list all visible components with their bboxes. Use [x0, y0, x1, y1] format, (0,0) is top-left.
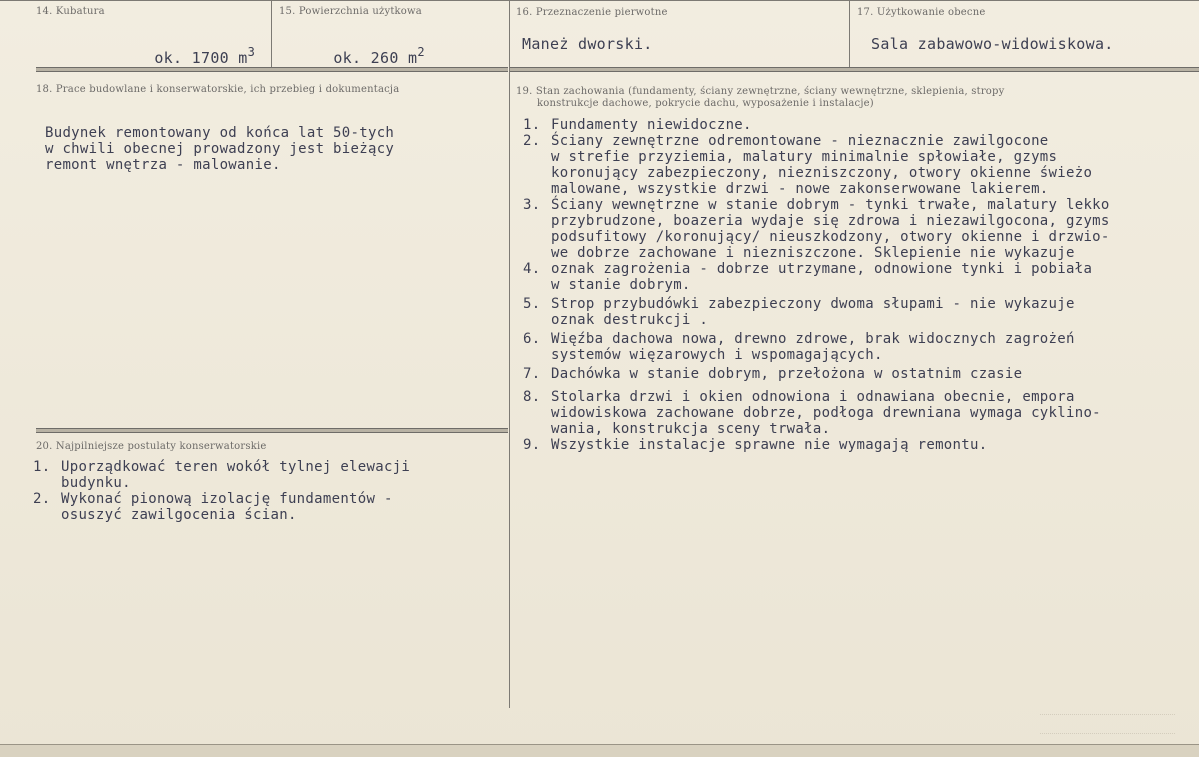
- list-item-continued: [33, 507, 503, 523]
- item-line: Fundamenty niewidoczne.: [551, 117, 752, 133]
- printer-mark-decoration: [1040, 714, 1175, 734]
- item-line: wania, konstrukcja sceny trwała.: [551, 421, 831, 437]
- list-item-continued: [523, 245, 1193, 261]
- item-line: Ściany wewnętrzne w stanie dobrym - tynki trwałe, malatury lekko: [551, 197, 1110, 213]
- field-19-label-line-1: 19. Stan zachowania (fundamenty, ściany zewnętrzne, ściany wewnętrzne, sklepienia, stropy: [516, 86, 1005, 97]
- item-number: 2.: [33, 491, 51, 507]
- list-item: [523, 366, 1193, 382]
- list-item-continued: [523, 165, 1193, 181]
- divider-main-vertical: [509, 68, 510, 708]
- field-18-line-2: w chwili obecnej prowadzony jest bieżący: [45, 141, 395, 157]
- list-item: [523, 117, 1193, 133]
- item-number: 9.: [523, 437, 541, 453]
- card-bottom-edge: [0, 744, 1199, 757]
- divider-15-16: [509, 0, 510, 68]
- field-19-list: [523, 117, 1193, 453]
- item-line: Wszystkie instalacje sprawne nie wymagają remontu.: [551, 437, 988, 453]
- list-item-continued: [523, 312, 1193, 328]
- item-line: Strop przybudówki zabezpieczony dwoma słupami - nie wykazuje: [551, 296, 1075, 312]
- item-line: Ściany zewnętrzne odremontowane - nieznacznie zawilgocone: [551, 133, 1049, 149]
- list-item: [33, 491, 503, 507]
- item-number: 7.: [523, 366, 541, 382]
- list-item: [523, 389, 1193, 405]
- list-item: [523, 331, 1193, 347]
- item-line: oznak zagrożenia - dobrze utrzymane, odnowione tynki i pobiała: [551, 261, 1093, 277]
- item-line: osuszyć zawilgocenia ścian.: [61, 507, 297, 523]
- field-20-label: 20. Najpilniejsze postulaty konserwatorskie: [36, 441, 267, 452]
- item-line: Uporządkować teren wokół tylnej elewacji: [61, 459, 411, 475]
- item-line: Więźba dachowa nowa, drewno zdrowe, brak widocznych zagrożeń: [551, 331, 1075, 347]
- item-line: Stolarka drzwi i okien odnowiona i odnawiana obecnie, empora: [551, 389, 1075, 405]
- field-16-value: Maneż dworski.: [522, 35, 653, 53]
- row-divider-18-20: [36, 428, 508, 433]
- list-item: [523, 133, 1193, 149]
- list-item-continued: [523, 181, 1193, 197]
- item-number: 3.: [523, 197, 541, 213]
- item-number: 4.: [523, 261, 541, 277]
- item-number: 8.: [523, 389, 541, 405]
- item-line: Dachówka w stanie dobrym, przełożona w ostatnim czasie: [551, 366, 1023, 382]
- list-item: [523, 197, 1193, 213]
- item-line: przybrudzone, boazeria wydaje się zdrowa i niezawilgocona, gzyms: [551, 213, 1110, 229]
- item-number: 1.: [33, 459, 51, 475]
- field-15-unit-exponent: 2: [417, 45, 425, 59]
- list-item: [523, 296, 1193, 312]
- item-line: systemów więzarowych i wspomagających.: [551, 347, 883, 363]
- list-item-continued: [33, 475, 503, 491]
- item-line: w stanie dobrym.: [551, 277, 691, 293]
- item-line: podsufitowy /koronujący/ nieuszkodzony, otwory okienne i drzwio-: [551, 229, 1110, 245]
- field-18-label: 18. Prace budowlane i konserwatorskie, ich przebieg i dokumentacja: [36, 84, 400, 95]
- item-number: 6.: [523, 331, 541, 347]
- item-number: 1.: [523, 117, 541, 133]
- field-15-value: [296, 34, 425, 83]
- field-20-list: [33, 459, 503, 523]
- list-item-continued: [523, 421, 1193, 437]
- row-divider-top-right: [510, 67, 1199, 72]
- field-14-unit-exponent: 3: [247, 45, 256, 59]
- divider-14-15: [271, 0, 272, 68]
- list-item-continued: [523, 229, 1193, 245]
- field-17-value: Sala zabawowo-widowiskowa.: [871, 35, 1114, 53]
- field-18-line-3: remont wnętrza - malowanie.: [45, 157, 281, 173]
- list-item-continued: [523, 149, 1193, 165]
- item-line: Wykonać pionową izolację fundamentów -: [61, 491, 393, 507]
- field-16-label: 16. Przeznaczenie pierwotne: [516, 7, 668, 18]
- row-divider-top: [36, 67, 508, 72]
- item-line: oznak destrukcji .: [551, 312, 709, 328]
- list-item: [523, 437, 1193, 453]
- item-line: w strefie przyziemia, malatury minimalnie spłowiałe, gzyms: [551, 149, 1058, 165]
- item-line: we dobrze zachowane i niezniszczone. Sklepienie nie wykazuje: [551, 245, 1075, 261]
- top-border: [0, 0, 1199, 1]
- list-item: [33, 459, 503, 475]
- item-line: budynku.: [61, 475, 131, 491]
- field-14-text: ok. 1700 m: [154, 49, 248, 67]
- field-18-line-1: Budynek remontowany od końca lat 50-tych: [45, 125, 395, 141]
- list-item-continued: [523, 277, 1193, 293]
- item-line: widowiskowa zachowane dobrze, podłoga drewniana wymaga cyklino-: [551, 405, 1101, 421]
- item-number: 2.: [523, 133, 541, 149]
- item-line: malowane, wszystkie drzwi - nowe zakonserwowane lakierem.: [551, 181, 1049, 197]
- field-14-label: 14. Kubatura: [36, 6, 105, 17]
- list-item-continued: [523, 213, 1193, 229]
- list-item: [523, 261, 1193, 277]
- field-14-value: [117, 34, 255, 83]
- list-item-continued: [523, 347, 1193, 363]
- divider-16-17: [849, 0, 850, 68]
- field-15-label: 15. Powierzchnia użytkowa: [279, 6, 422, 17]
- field-19-label-line-2: konstrukcje dachowe, pokrycie dachu, wyposażenie i instalacje): [537, 98, 874, 109]
- item-number: 5.: [523, 296, 541, 312]
- field-15-text: ok. 260 m: [333, 49, 418, 67]
- list-item-continued: [523, 405, 1193, 421]
- item-line: koronujący zabezpieczony, niezniszczony, otwory okienne świeżo: [551, 165, 1093, 181]
- field-17-label: 17. Użytkowanie obecne: [857, 7, 986, 18]
